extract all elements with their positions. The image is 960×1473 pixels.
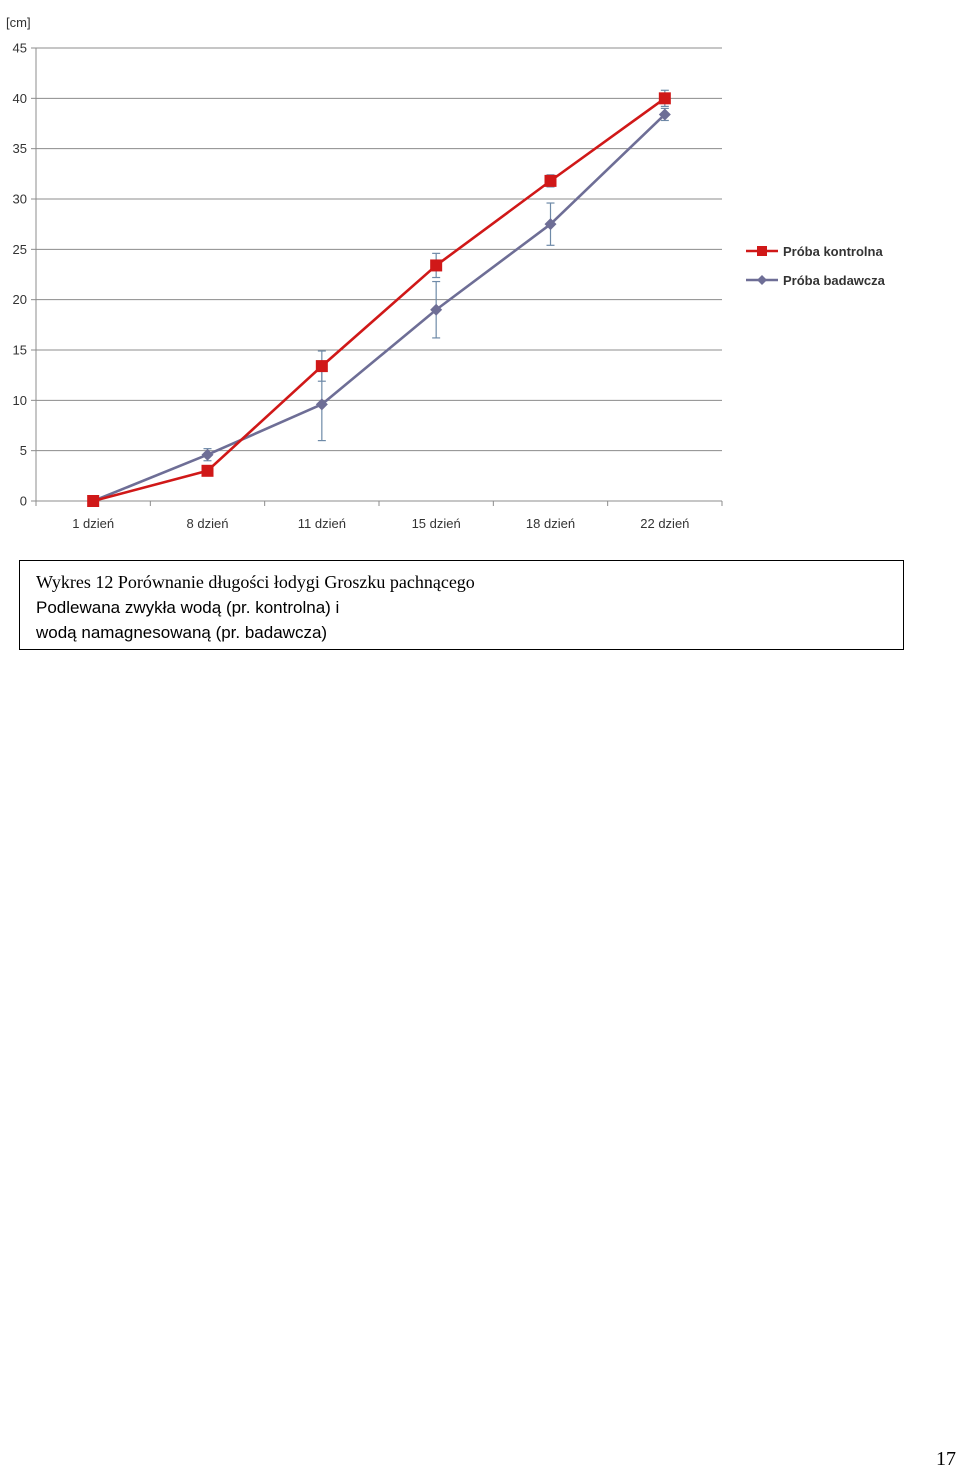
legend-marker (757, 246, 767, 256)
x-tick-label: 22 dzień (640, 516, 690, 531)
y-axis-ticks (13, 41, 36, 509)
data-point (430, 259, 442, 271)
y-tick-label: 40 (12, 90, 27, 106)
gridlines (36, 48, 722, 451)
legend-label: Próba kontrolna (783, 244, 883, 259)
caption-line-3: wodą namagnesowaną (pr. badawcza) (36, 623, 328, 642)
y-tick-label: 0 (19, 493, 27, 509)
figure-caption (19, 560, 904, 650)
x-tick-label: 18 dzień (525, 516, 576, 531)
x-axis-ticks (36, 501, 722, 531)
legend-marker (757, 275, 767, 285)
caption-line-1: Wykres 12 Porównanie długości łodygi Groszku pachnącego (36, 572, 475, 592)
axes (36, 48, 722, 501)
data-point (87, 495, 99, 507)
x-tick-label: 15 dzień (411, 516, 461, 531)
page-number: 17 (936, 1448, 956, 1470)
y-tick-label: 30 (12, 191, 27, 207)
y-tick-label: 35 (12, 141, 27, 157)
series-line (93, 114, 665, 501)
series-group (87, 90, 671, 507)
y-tick-label: 25 (12, 241, 27, 257)
data-point (316, 360, 328, 372)
data-point (202, 465, 214, 477)
line-chart (0, 0, 960, 550)
data-point (659, 92, 671, 104)
y-tick-label: 10 (12, 392, 27, 408)
caption-line-2: Podlewana zwykła wodą (pr. kontrolna) i (36, 598, 340, 617)
y-tick-label: 5 (19, 443, 27, 459)
x-tick-label: 8 dzień (186, 516, 229, 531)
data-point (545, 175, 557, 187)
x-tick-label: 1 dzień (72, 516, 115, 531)
x-tick-label: 11 dzień (297, 516, 346, 531)
y-tick-label: 15 (12, 342, 27, 358)
legend-label: Próba badawcza (783, 273, 885, 288)
y-tick-label: 20 (12, 292, 27, 308)
legend (746, 244, 886, 288)
y-tick-label: 45 (12, 40, 27, 56)
y-axis-label: [cm] (6, 15, 31, 30)
